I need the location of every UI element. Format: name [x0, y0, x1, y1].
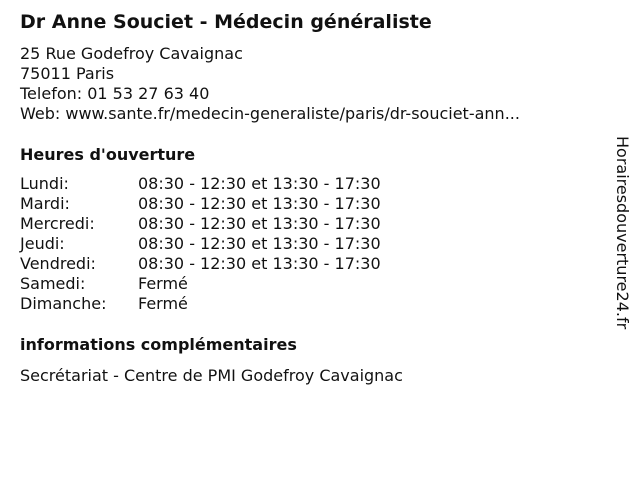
hours-row	[20, 174, 381, 194]
opening-hours-heading: Heures d'ouverture	[20, 145, 196, 164]
additional-info-text: Secrétariat - Centre de PMI Godefroy Cavaignac	[20, 366, 403, 385]
hours-row	[20, 294, 381, 314]
hours-day: Dimanche:	[20, 294, 107, 313]
site-watermark: Horairesdouverture24.fr	[613, 136, 632, 330]
hours-time: 08:30 - 12:30 et 13:30 - 17:30	[138, 194, 381, 213]
hours-day: Samedi:	[20, 274, 86, 293]
hours-time: 08:30 - 12:30 et 13:30 - 17:30	[138, 254, 381, 273]
opening-hours-table	[20, 174, 381, 314]
hours-time: Fermé	[138, 294, 188, 313]
phone-number[interactable]: Telefon: 01 53 27 63 40	[20, 84, 210, 103]
hours-day: Lundi:	[20, 174, 69, 193]
page-title: Dr Anne Souciet - Médecin généraliste	[20, 11, 432, 33]
website-link[interactable]: Web: www.sante.fr/medecin-generaliste/paris/dr-souciet-ann...	[20, 104, 520, 123]
hours-row	[20, 254, 381, 274]
hours-day: Mercredi:	[20, 214, 95, 233]
hours-time: 08:30 - 12:30 et 13:30 - 17:30	[138, 234, 381, 253]
hours-row	[20, 234, 381, 254]
hours-day: Mardi:	[20, 194, 70, 213]
hours-day: Jeudi:	[20, 234, 65, 253]
street-address: 25 Rue Godefroy Cavaignac	[20, 44, 243, 63]
hours-time: Fermé	[138, 274, 188, 293]
hours-time: 08:30 - 12:30 et 13:30 - 17:30	[138, 174, 381, 193]
hours-time: 08:30 - 12:30 et 13:30 - 17:30	[138, 214, 381, 233]
hours-row	[20, 214, 381, 234]
hours-row	[20, 194, 381, 214]
hours-day: Vendredi:	[20, 254, 96, 273]
address-block	[20, 44, 520, 124]
city-postcode: 75011 Paris	[20, 64, 115, 83]
hours-row	[20, 274, 381, 294]
additional-info-heading: informations complémentaires	[20, 335, 297, 354]
